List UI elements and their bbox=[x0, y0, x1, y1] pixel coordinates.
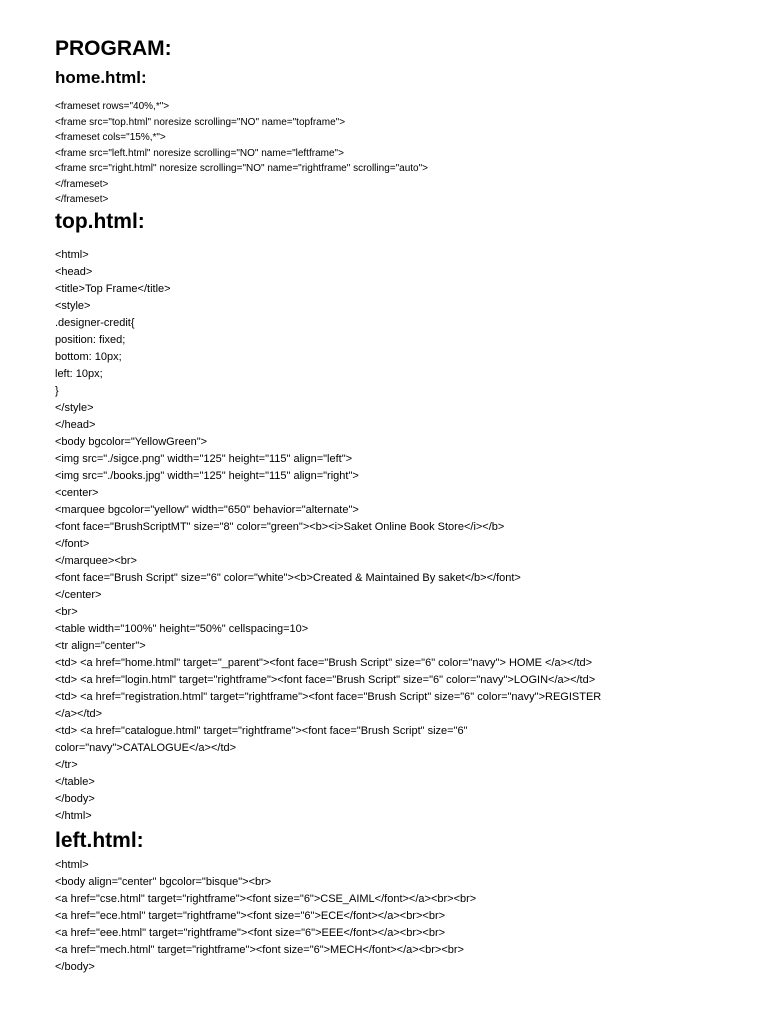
code-line: <frame src="right.html" noresize scrolling="NO" name="rightframe" scrolling="auto"> bbox=[55, 163, 428, 174]
code-line: <body align="center" bgcolor="bisque"><br> bbox=[55, 876, 272, 888]
code-line: <table width="100%" height="50%" cellspacing=10> bbox=[55, 623, 309, 635]
code-line: <frame src="left.html" noresize scrolling="NO" name="leftframe"> bbox=[55, 147, 344, 159]
code-block-left bbox=[55, 857, 476, 976]
code-line: <a href="eee.html" target="rightframe"><font size="6">EEE</font></a><br><br> bbox=[55, 927, 446, 939]
code-line: <title>Top Frame</title> bbox=[55, 283, 171, 295]
code-line: </html> bbox=[55, 810, 92, 822]
code-line: <html> bbox=[55, 249, 89, 261]
code-line: <a href="cse.html" target="rightframe"><font size="6">CSE_AIML</font></a><br><br> bbox=[55, 893, 477, 905]
code-line: </frameset> bbox=[55, 178, 109, 190]
code-line: </marquee><br> bbox=[55, 555, 137, 567]
code-line: <center> bbox=[55, 487, 99, 499]
code-line: <td> <a href="login.html" target="rightframe"><font face="Brush Script" size="6" color="navy">LOGIN</a></td> bbox=[55, 674, 596, 686]
code-line: </font> bbox=[55, 538, 90, 550]
code-line: <frameset rows="40%,*"> bbox=[55, 101, 170, 112]
code-line: </center> bbox=[55, 589, 102, 601]
code-block-home bbox=[55, 99, 428, 208]
section-heading-home: home.html: bbox=[55, 68, 147, 87]
code-line: </body> bbox=[55, 793, 95, 805]
code-line: <a href="ece.html" target="rightframe"><font size="6">ECE</font></a><br><br> bbox=[55, 910, 446, 922]
code-line: <body bgcolor="YellowGreen"> bbox=[55, 436, 208, 448]
code-line: <head> bbox=[55, 266, 93, 278]
code-line: <marquee bgcolor="yellow" width="650" behavior="alternate"> bbox=[55, 504, 359, 516]
code-line: <font face="BrushScriptMT" size="8" color="green"><b><i>Saket Online Book Store</i></b> bbox=[55, 521, 505, 533]
code-line: position: fixed; bbox=[55, 334, 126, 346]
code-line: color="navy">CATALOGUE</a></td> bbox=[55, 742, 237, 754]
code-line: <frame src="top.html" noresize scrolling="NO" name="topframe"> bbox=[55, 116, 346, 128]
code-line: bottom: 10px; bbox=[55, 351, 122, 363]
section-heading-top: top.html: bbox=[55, 210, 145, 233]
code-line: <tr align="center"> bbox=[55, 640, 146, 652]
code-line: <a href="mech.html" target="rightframe"><font size="6">MECH</font></a><br><br> bbox=[55, 944, 464, 956]
code-line: <td> <a href="home.html" target="_parent"><font face="Brush Script" size="6" color="navy"> HOME </a></td> bbox=[55, 657, 593, 669]
code-line: <td> <a href="registration.html" target="rightframe"><font face="Brush Script" size="6" color="navy">REGISTER bbox=[55, 691, 602, 703]
section-heading-left: left.html: bbox=[55, 829, 144, 852]
code-line: </frameset> bbox=[55, 194, 109, 205]
code-line: </tr> bbox=[55, 759, 78, 771]
code-line: <img src="./books.jpg" width="125" height="115" align="right"> bbox=[55, 470, 359, 482]
code-line: </table> bbox=[55, 776, 95, 788]
code-line: } bbox=[55, 385, 59, 397]
code-line: <td> <a href="catalogue.html" target="rightframe"><font face="Brush Script" size="6" bbox=[55, 725, 468, 737]
code-block-top bbox=[55, 247, 601, 825]
code-line: <br> bbox=[55, 606, 78, 618]
code-line: left: 10px; bbox=[55, 368, 103, 380]
code-line: <frameset cols="15%,*"> bbox=[55, 132, 166, 143]
code-line: <img src="./sigce.png" width="125" height="115" align="left"> bbox=[55, 453, 353, 465]
code-line: </a></td> bbox=[55, 708, 103, 720]
code-line: <html> bbox=[55, 859, 89, 871]
code-line: <font face="Brush Script" size="6" color="white"><b>Created & Maintained By saket</b></font> bbox=[55, 572, 521, 584]
code-line: </style> bbox=[55, 402, 94, 414]
page-title: PROGRAM: bbox=[55, 37, 172, 60]
code-line: <style> bbox=[55, 300, 91, 312]
code-line: .designer-credit{ bbox=[55, 317, 135, 329]
code-line: </body> bbox=[55, 961, 95, 973]
code-line: </head> bbox=[55, 419, 96, 431]
